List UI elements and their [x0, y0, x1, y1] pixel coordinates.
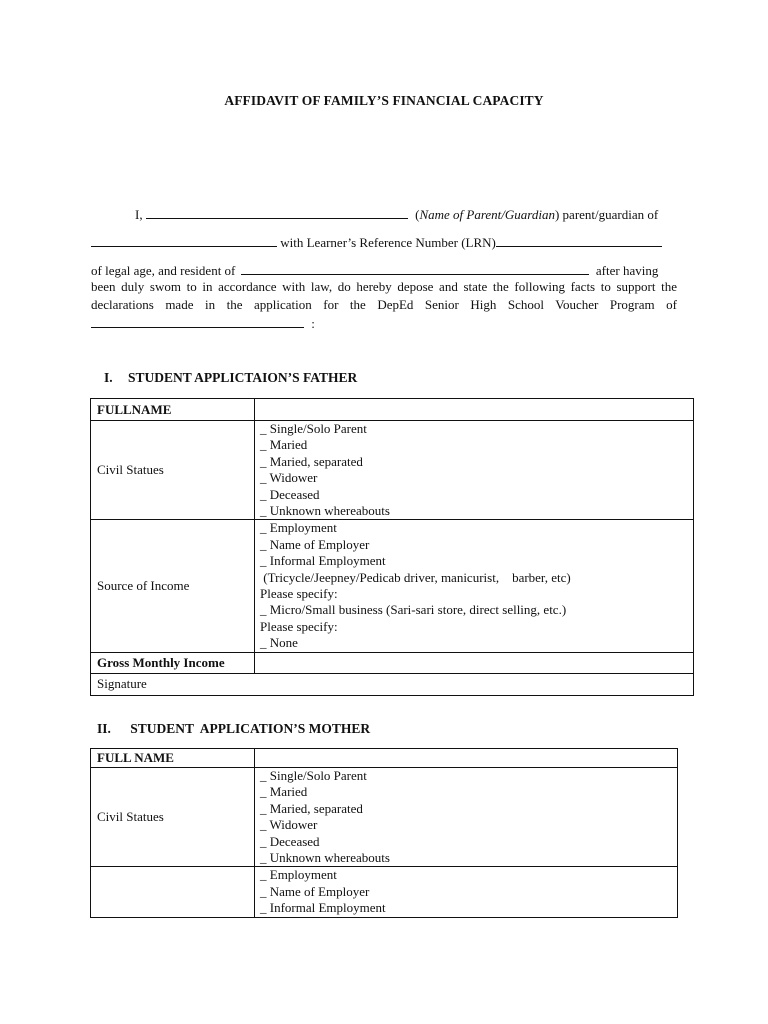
intro-line-5: declarations made in the application for the DepEd Senior High School Voucher Program of	[91, 297, 677, 312]
learner-name-blank[interactable]	[91, 234, 277, 247]
intro-line-4: been duly swom to in accordance with law, do hereby depose and state the following facts to support the	[91, 279, 677, 294]
fullname-field[interactable]	[255, 399, 694, 421]
civil-option[interactable]: _ Single/Solo Parent	[260, 768, 367, 783]
intro-line1-suffix: ) parent/guardian of	[554, 207, 659, 222]
income-option[interactable]: _ Employment	[260, 520, 337, 536]
civil-status-options	[255, 768, 678, 867]
table-row	[91, 749, 678, 768]
income-option[interactable]: _ Informal Employment	[260, 900, 386, 916]
resident-label: of legal age, and resident of	[91, 263, 236, 278]
section-mother-heading	[97, 721, 370, 737]
table-row	[91, 768, 678, 867]
income-option[interactable]: _ Micro/Small business (Sari-sari store, direct selling, etc.)	[260, 602, 567, 618]
fullname-label: FULL NAME	[91, 749, 255, 768]
parent-guardian-hint: Name of Parent/Guardian	[419, 207, 555, 222]
table-row	[91, 520, 694, 652]
source-income-cell	[91, 867, 255, 917]
income-option[interactable]: _ None	[260, 635, 298, 651]
civil-status-label: Civil Statues	[91, 421, 255, 520]
civil-option[interactable]: _ Unknown whereabouts	[260, 503, 390, 519]
mother-table	[90, 748, 678, 918]
father-table	[90, 398, 694, 696]
civil-option[interactable]: _ Maried	[260, 437, 308, 453]
section-father-heading	[104, 370, 357, 386]
civil-status-options	[255, 421, 694, 520]
civil-option[interactable]: _ Unknown whereabouts	[260, 850, 390, 866]
table-row	[91, 867, 678, 917]
table-row	[91, 421, 694, 520]
after-having-label: after having	[595, 263, 659, 278]
civil-status-label: Civil Statues	[91, 768, 255, 867]
table-row	[91, 399, 694, 421]
section-title: STUDENT APPLICTAION’S FATHER	[128, 370, 358, 385]
section-number: I.	[104, 370, 113, 385]
income-options	[255, 520, 694, 652]
civil-option[interactable]: _ Maried, separated	[260, 453, 363, 469]
civil-option[interactable]: _ Maried	[260, 784, 308, 800]
colon: :	[311, 316, 315, 331]
school-blank[interactable]	[91, 315, 304, 328]
section-title: STUDENT APPLICATION’S MOTHER	[130, 721, 371, 736]
fullname-label: FULLNAME	[91, 399, 255, 421]
specify-label: Please specify:	[260, 586, 338, 602]
residence-blank[interactable]	[241, 262, 589, 275]
income-note: (Tricycle/Jeepney/Pedicab driver, manicurist, barber, etc)	[260, 569, 571, 585]
intro-line-1	[135, 206, 658, 223]
specify-label: Please specify:	[260, 618, 338, 634]
income-option[interactable]: _ Name of Employer	[260, 883, 370, 899]
civil-option[interactable]: _ Deceased	[260, 486, 320, 502]
income-option[interactable]: _ Employment	[260, 867, 337, 883]
income-option[interactable]: _ Name of Employer	[260, 536, 370, 552]
table-row	[91, 673, 694, 695]
source-income-label: Source of Income	[91, 520, 255, 652]
civil-option[interactable]: _ Maried, separated	[260, 800, 363, 816]
table-row	[91, 652, 694, 673]
lrn-label: with Learner’s Reference Number (LRN)	[280, 235, 496, 250]
signature-label[interactable]: Signature	[91, 673, 694, 695]
gross-income-label: Gross Monthly Income	[91, 652, 255, 673]
gross-income-field[interactable]	[255, 652, 694, 673]
paren-open: (	[415, 207, 420, 222]
lrn-blank[interactable]	[496, 234, 662, 247]
document-title: AFFIDAVIT OF FAMILY’S FINANCIAL CAPACITY	[224, 93, 544, 108]
intro-line-2	[91, 234, 662, 251]
civil-option[interactable]: _ Single/Solo Parent	[260, 421, 367, 436]
intro-line-3	[91, 262, 658, 279]
civil-option[interactable]: _ Deceased	[260, 833, 320, 849]
civil-option[interactable]: _ Widower	[260, 470, 318, 486]
parent-name-blank[interactable]	[146, 206, 408, 219]
fullname-field[interactable]	[255, 749, 678, 768]
intro-i: I,	[135, 207, 143, 222]
income-option[interactable]: _ Informal Employment	[260, 553, 386, 569]
income-options	[255, 867, 678, 917]
intro-line-6	[91, 315, 315, 332]
section-number: II.	[97, 721, 111, 736]
civil-option[interactable]: _ Widower	[260, 817, 318, 833]
